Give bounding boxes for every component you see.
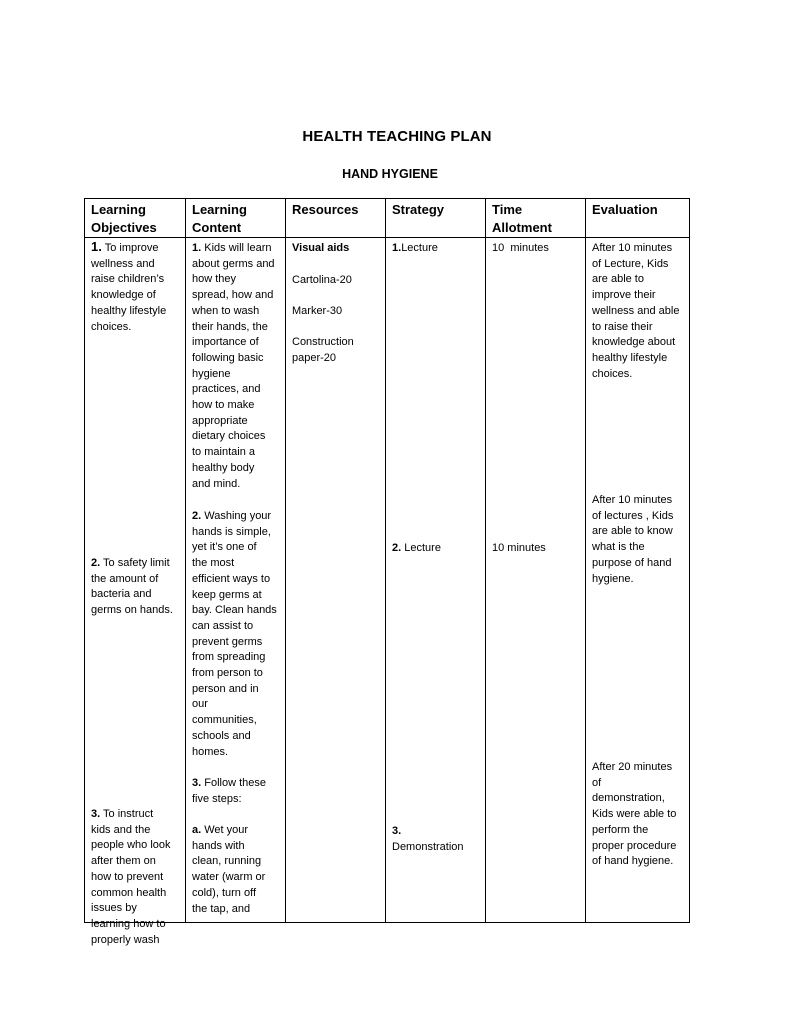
content-cell [186, 238, 286, 923]
content-3: 3. Follow these five steps: [192, 777, 266, 805]
strategy-cell [386, 238, 486, 923]
header-strategy: Strategy [386, 199, 486, 238]
time-2: 10 minutes [492, 542, 546, 554]
time-1: 10 minutes [492, 242, 549, 254]
resource-item: Cartolina-20 [292, 274, 352, 286]
resource-item: Construction paper-20 [292, 336, 354, 364]
header-learning-content: Learning Content [186, 199, 286, 238]
strategy-2: 2. Lecture [392, 542, 441, 554]
evaluation-1: After 10 minutes of Lecture, Kids are able to improve their wellness and able to raise their knowledge about healthy lifestyle choices. [592, 242, 680, 380]
content-2: 2. Washing your hands is simple, yet it’s one of the most efficient ways to keep germs at bay. Clean hands can assist to prevent germs from spreading from person to person and in our communities, schools and homes. [192, 510, 277, 758]
objective-1: 1. To improve wellness and raise children’s knowledge of healthy lifestyle choices. [91, 239, 167, 333]
document-subtitle: HAND HYGIENE [342, 167, 438, 181]
header-evaluation: Evaluation [586, 199, 690, 238]
content-1: 1. Kids will learn about germs and how they spread, how and when to wash their hands, the importance of following basic hygiene practices, and how to make appropriate dietary choices to maintain a healthy body and mind. [192, 242, 275, 490]
strategy-1: 1.Lecture [392, 242, 438, 254]
header-learning-objectives: Learning Objectives [85, 199, 186, 238]
objectives-cell [85, 238, 186, 946]
document-title: HEALTH TEACHING PLAN [302, 128, 492, 145]
evaluation-2: After 10 minutes of lectures , Kids are able to know what is the purpose of hand hygiene. [592, 494, 674, 585]
evaluation-cell [586, 238, 690, 923]
strategy-3: 3. Demonstration [392, 825, 464, 853]
evaluation-3: After 20 minutes of demonstration, Kids were able to perform the proper procedure of hand hygiene. [592, 761, 677, 868]
time-cell [486, 238, 586, 923]
header-time-allotment: Time Allotment [486, 199, 586, 238]
resources-cell [286, 238, 386, 923]
resource-item: Marker-30 [292, 305, 343, 317]
objective-2: 2. To safety limit the amount of bacteria and germs on hands. [91, 557, 173, 617]
header-resources: Resources [286, 199, 386, 238]
table-header-row [85, 199, 690, 238]
content-3a: a. Wet your hands with clean, running water (warm or cold), turn off the tap, and [192, 824, 266, 915]
resources-heading: Visual aids [292, 242, 350, 254]
table-body-row [85, 238, 690, 923]
teaching-plan-table [84, 198, 690, 946]
objective-3: 3. To instruct kids and the people who look after them on how to prevent common health issues by learning how to properly wash [91, 808, 171, 946]
